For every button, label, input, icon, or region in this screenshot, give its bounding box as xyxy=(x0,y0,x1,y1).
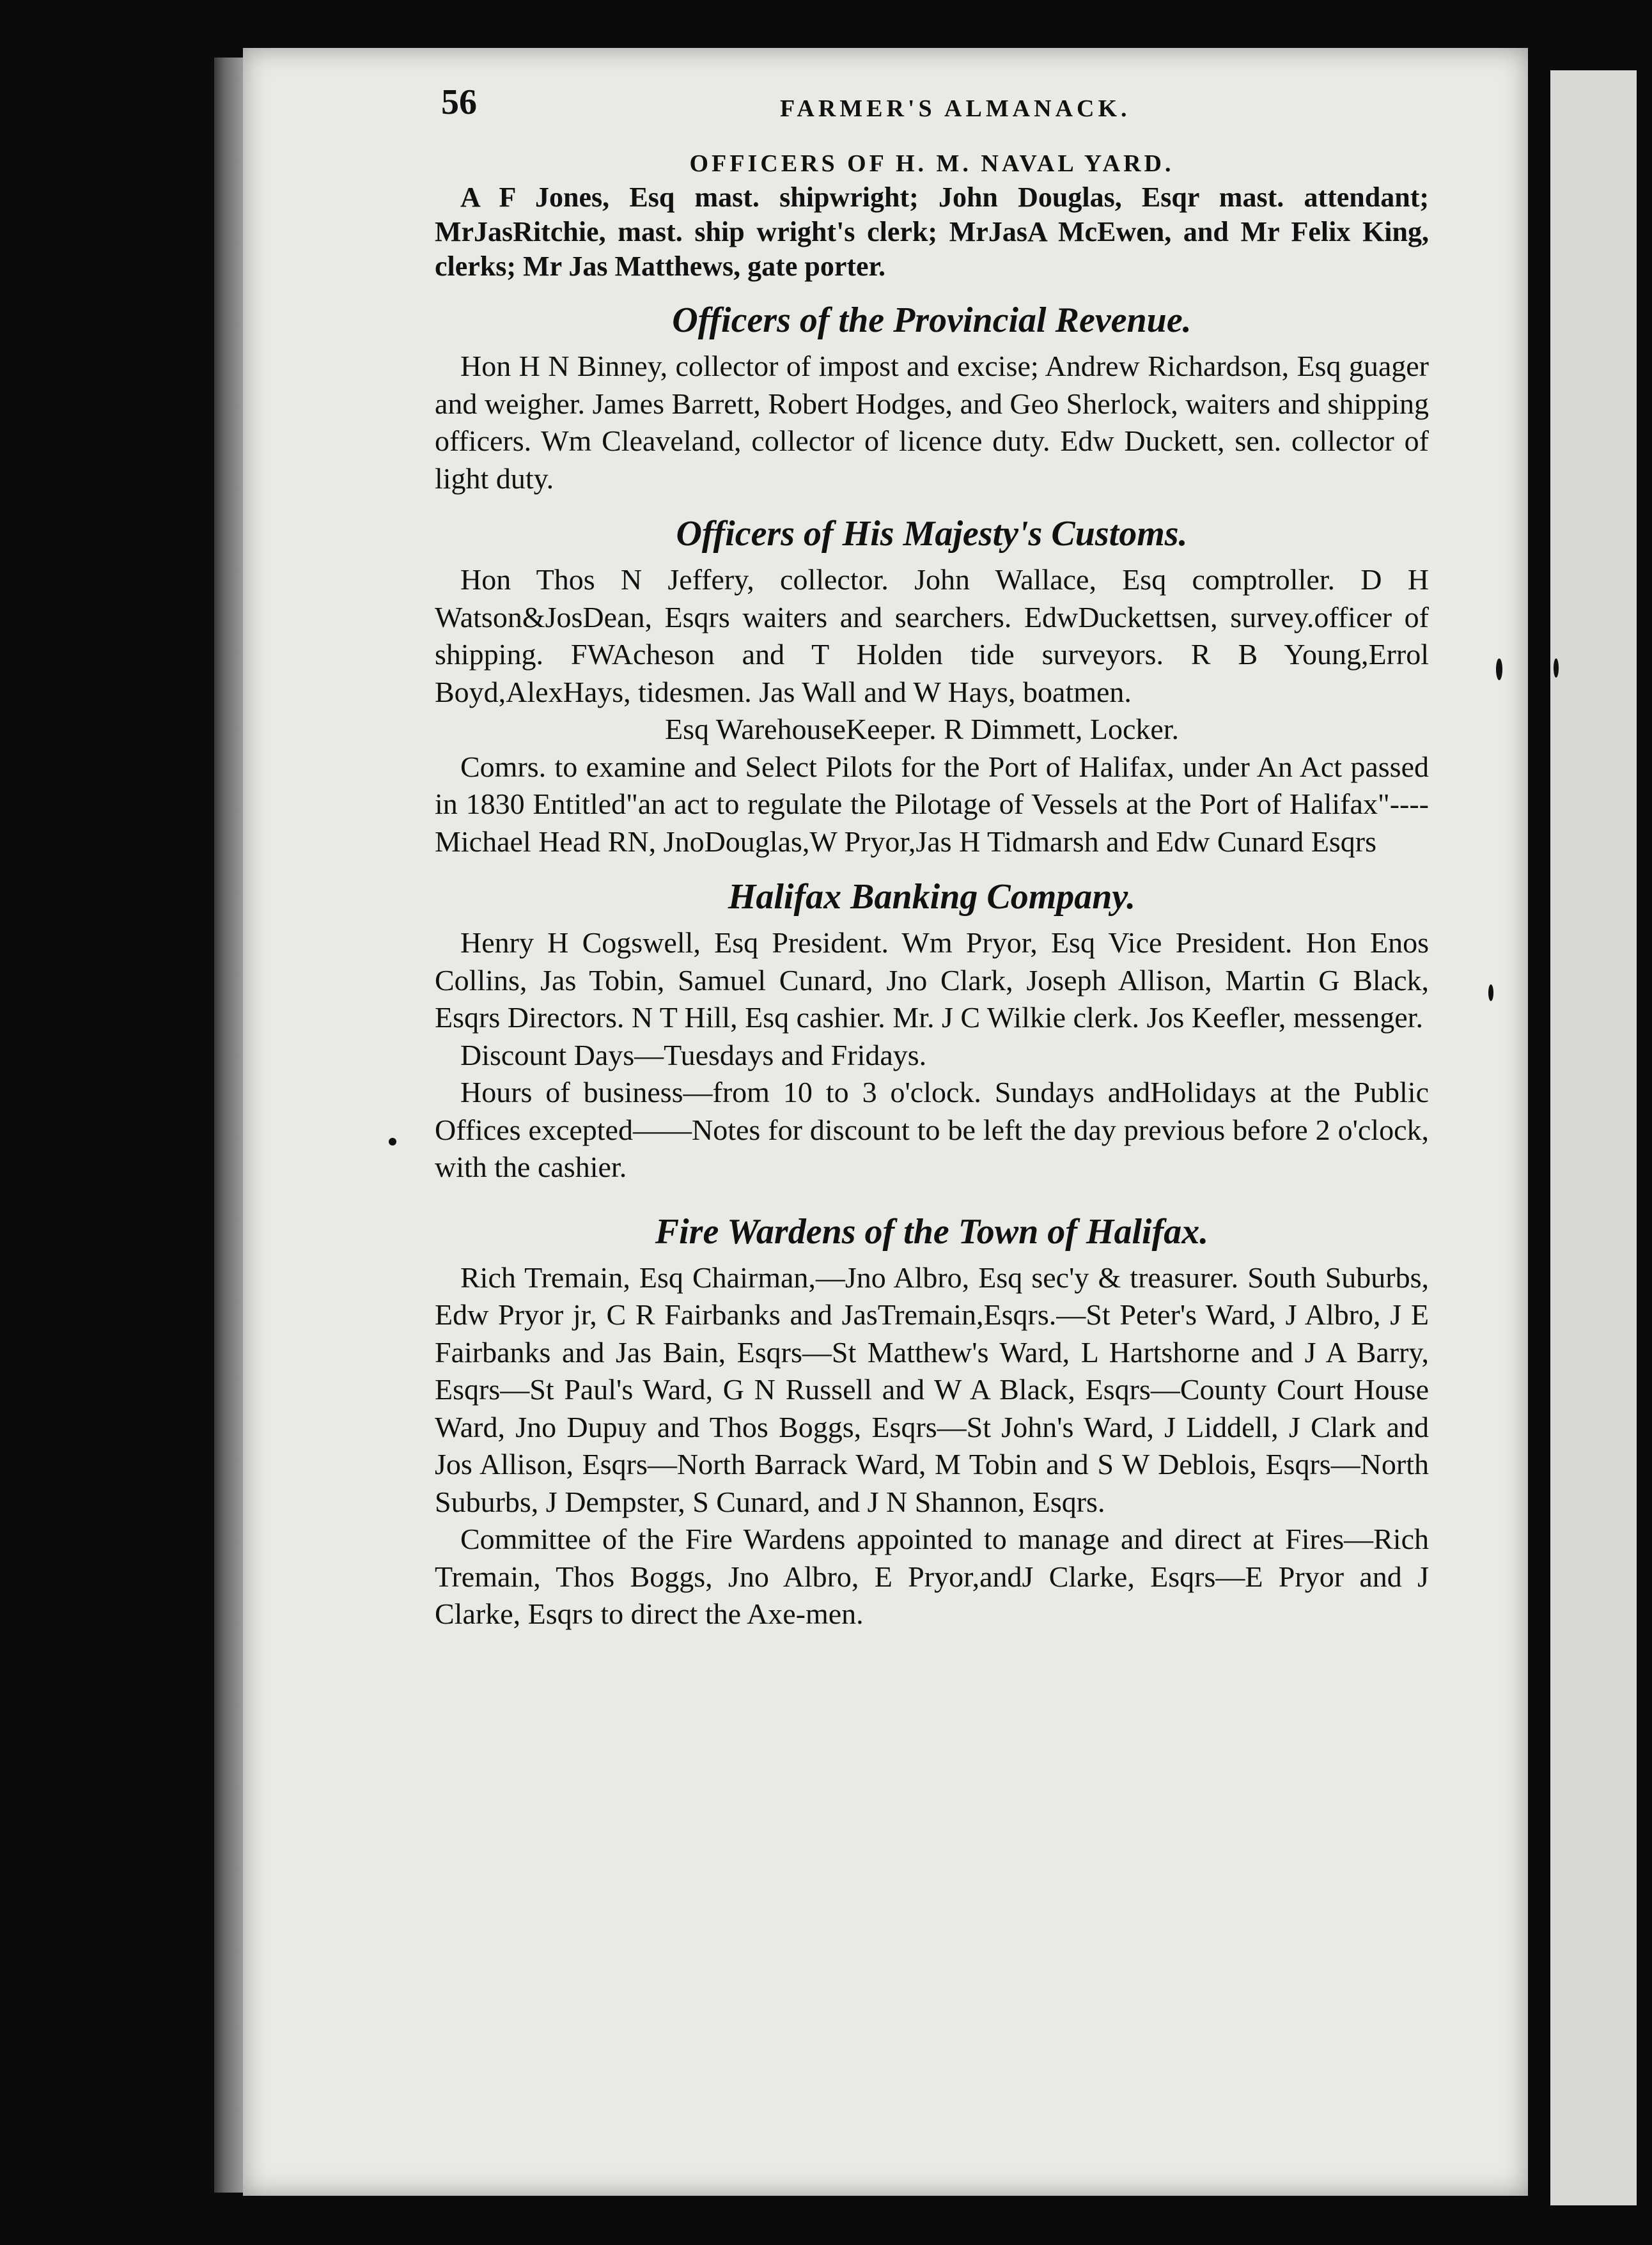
ink-speck xyxy=(1554,658,1559,678)
page-gutter-shadow xyxy=(214,58,243,2193)
fire-wardens-committee-text: Committee of the Fire Wardens appointed to manage and direct at Fires—Rich Tremain, Thos Boggs, Jno Albro, E Pryor,andJ Clarke, Esqrs—E Pryor and J Clarke, Esqrs to direct the Axe-men. xyxy=(435,1523,1429,1630)
banking-discount-days: Discount Days—Tuesdays and Fridays. xyxy=(460,1038,927,1071)
customs-text: Hon Thos N Jeffery, collector. John Wallace, Esq comptroller. D H Watson&JosDean, Esqrs waiters and searchers. EdwDuckettsen, survey.officer of shipping. FWAcheson and T Holden tide surveyors. R B Young,Errol Boyd,AlexHays, tidesmen. Jas Wall and W Hays, boatmen. xyxy=(435,563,1429,708)
section-heading-banking: Halifax Banking Company. xyxy=(728,877,1136,917)
adjacent-page-edge xyxy=(1550,70,1637,2205)
section-heading-fire-wardens: Fire Wardens of the Town of Halifax. xyxy=(655,1211,1209,1252)
customs-warehouse-text: Esq WarehouseKeeper. R Dimmett, Locker. xyxy=(665,713,1180,745)
running-title: FARMER'S ALMANACK. xyxy=(780,95,1131,122)
section-heading-provincial-revenue: Officers of the Provincial Revenue. xyxy=(672,300,1192,340)
page-number: 56 xyxy=(441,82,477,122)
ink-speck xyxy=(389,1138,396,1146)
naval-yard-text: A F Jones, Esq mast. shipwright; John Douglas, Esqr mast. attendant; MrJasRitchie, mast. ship wright's clerk; MrJasA McEwen, and Mr Felix King, clerks; Mr Jas Matthews, gate porter. xyxy=(435,182,1429,282)
provincial-revenue-text: Hon H N Binney, collector of impost and excise; Andrew Richardson, Esq guager and weigher. James Barrett, Robert Hodges, and Geo Sherlock, waiters and shipping officers. Wm Cleaveland, collector of licence duty. Edw Duckett, sen. collector of light duty. xyxy=(435,350,1429,495)
ink-speck xyxy=(1488,984,1493,1001)
fire-wardens-text: Rich Tremain, Esq Chairman,—Jno Albro, Esq sec'y & treasurer. South Suburbs, Edw Pryor jr, C R Fairbanks and JasTremain,Esqrs.—St Peter's Ward, J Albro, J E Fairbanks and Jas Bain, Esqrs—St Matthew's Ward, L Hartshorne and J A Barry, Esqrs—St Paul's Ward, G N Russell and W A Black, Esqrs—County Court House Ward, Jno Dupuy and Thos Boggs, Esqrs—St John's Ward, J Liddell, J Clark and Jos Allison, Esqrs—North Barrack Ward, M Tobin and S W Deblois, Esqrs—North Suburbs, J Dempster, S Cunard, and J N Shannon, Esqrs. xyxy=(435,1261,1429,1518)
pilots-commissioners-text: Comrs. to examine and Select Pilots for the Port of Halifax, under An Act passed in 1830 Entitled"an act to regulate the Pilotage of Vessels at the Port of Halifax"----Michael Head RN, JnoDouglas,W Pryor,Jas H Tidmarsh and Edw Cunard Esqrs xyxy=(435,750,1429,858)
ink-speck xyxy=(1496,658,1502,680)
page-content xyxy=(435,77,1429,1633)
section-heading-naval-yard: OFFICERS OF H. M. NAVAL YARD. xyxy=(689,150,1174,177)
section-heading-customs: Officers of His Majesty's Customs. xyxy=(676,514,1188,554)
running-head xyxy=(435,77,1429,134)
banking-text: Henry H Cogswell, Esq President. Wm Pryor, Esq Vice President. Hon Enos Collins, Jas Tobin, Samuel Cunard, Jno Clark, Joseph Allison, Martin G Black, Esqrs Directors. N T Hill, Esq cashier. Mr. J C Wilkie clerk. Jos Keefler, messenger. xyxy=(435,926,1429,1034)
banking-hours: Hours of business—from 10 to 3 o'clock. Sundays andHolidays at the Public Offices excepted——Notes for discount to be left the day previous before 2 o'clock, with the cashier. xyxy=(435,1076,1429,1183)
